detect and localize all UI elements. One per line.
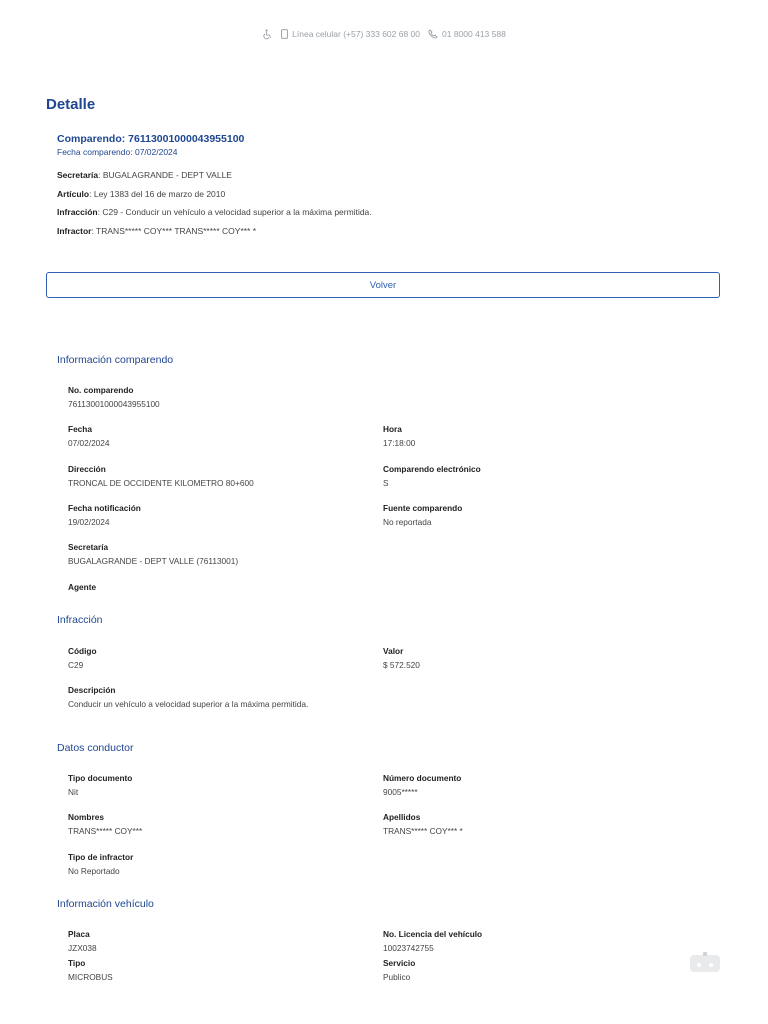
field-servicio [383, 956, 415, 984]
phone-icon [428, 29, 438, 39]
field-label: Tipo de infractor [68, 852, 134, 862]
summary-articulo [57, 189, 225, 199]
field-label: No. Licencia del vehículo [383, 929, 483, 939]
field-agente [68, 580, 96, 594]
summary-articulo-value: : Ley 1383 del 16 de marzo de 2010 [89, 189, 226, 199]
field-label: No. comparendo [68, 385, 134, 395]
field-value: $ 572.520 [383, 660, 420, 670]
field-label: Tipo [68, 958, 86, 968]
field-placa [68, 927, 97, 955]
field-fecha-notificacion [68, 501, 141, 529]
field-label: Nombres [68, 812, 104, 822]
chatbot-eye-left [697, 963, 701, 967]
field-no-comparendo [68, 383, 160, 411]
field-value: TRANS***** COY*** [68, 826, 143, 836]
field-label: Tipo documento [68, 773, 133, 783]
field-value: TRANS***** COY*** * [383, 826, 463, 836]
comparendo-summary [57, 133, 717, 236]
comparendo-heading: Comparendo: 76113001000043955100 [57, 133, 245, 145]
summary-infraccion-value: : C29 - Conducir un vehículo a velocidad superior a la máxima permitida. [97, 207, 372, 217]
field-value: No reportada [383, 517, 432, 527]
field-value: JZX038 [68, 943, 97, 953]
field-value: BUGALAGRANDE - DEPT VALLE (76113001) [68, 556, 239, 566]
field-label: Fecha notificación [68, 503, 141, 513]
field-fuente-comparendo [383, 501, 462, 529]
field-value: Conducir un vehículo a velocidad superior a la máxima permitida. [68, 699, 309, 709]
mobile-line[interactable] [281, 29, 420, 39]
chatbot-eye-right [709, 963, 713, 967]
section-title-info-vehiculo: Información vehículo [57, 898, 154, 910]
field-value: 76113001000043955100 [68, 399, 160, 409]
field-hora [383, 422, 415, 450]
field-label: Agente [68, 582, 97, 592]
field-nombres [68, 810, 142, 838]
field-secretaria [68, 540, 238, 568]
field-label: Placa [68, 929, 90, 939]
field-codigo [68, 644, 97, 672]
field-value: Nit [68, 787, 79, 797]
field-label: Código [68, 646, 97, 656]
summary-infraccion-label: Infracción [57, 207, 98, 217]
field-label: Descripción [68, 685, 116, 695]
field-tipo-vehiculo [68, 956, 113, 984]
section-title-datos-conductor: Datos conductor [57, 742, 134, 754]
summary-articulo-label: Artículo [57, 189, 90, 199]
summary-secretaria-label: Secretaría [57, 170, 99, 180]
summary-infractor-value: : TRANS***** COY*** TRANS***** COY*** * [91, 226, 257, 236]
field-value: 10023742755 [383, 943, 434, 953]
phone-line[interactable] [428, 29, 506, 39]
summary-secretaria-value: : BUGALAGRANDE - DEPT VALLE [98, 170, 232, 180]
summary-infraccion [57, 207, 372, 217]
field-label: Número documento [383, 773, 462, 783]
field-label: Hora [383, 424, 402, 434]
field-value: MICROBUS [68, 972, 113, 982]
field-label: Dirección [68, 464, 106, 474]
field-label: Comparendo electrónico [383, 464, 481, 474]
field-apellidos [383, 810, 463, 838]
field-value: 9005***** [383, 787, 418, 797]
phone-line-text: 01 8000 413 588 [442, 29, 506, 39]
field-tipo-infractor [68, 850, 133, 878]
field-label: Fecha [68, 424, 92, 434]
section-title-infraccion: Infracción [57, 614, 103, 626]
chatbot-antenna [703, 952, 707, 956]
field-label: Valor [383, 646, 404, 656]
field-label: Servicio [383, 958, 416, 968]
field-tipo-documento [68, 771, 132, 799]
field-valor [383, 644, 420, 672]
field-descripcion [68, 683, 308, 711]
field-label: Apellidos [383, 812, 421, 822]
summary-infractor [57, 226, 256, 236]
field-value: 19/02/2024 [68, 517, 110, 527]
field-label: Fuente comparendo [383, 503, 463, 513]
field-value: 17:18:00 [383, 438, 416, 448]
field-value: TRONCAL DE OCCIDENTE KILOMETRO 80+600 [68, 478, 254, 488]
field-value: Publico [383, 972, 411, 982]
volver-button[interactable]: Volver [46, 272, 720, 298]
wheelchair-icon [262, 29, 273, 40]
page-title: Detalle [46, 96, 96, 113]
chatbot-icon[interactable] [690, 955, 720, 972]
field-direccion [68, 462, 254, 490]
mobile-phone-icon [281, 29, 288, 39]
comparendo-date: Fecha comparendo: 07/02/2024 [57, 147, 178, 157]
accessibility-link[interactable] [262, 29, 273, 40]
field-licencia-vehiculo [383, 927, 482, 955]
field-fecha [68, 422, 110, 450]
contact-bar [0, 27, 768, 41]
field-label: Secretaría [68, 542, 109, 552]
field-numero-documento [383, 771, 461, 799]
section-title-info-comparendo: Información comparendo [57, 354, 174, 366]
summary-secretaria [57, 170, 232, 180]
mobile-line-text: Línea celular (+57) 333 602 68 00 [292, 29, 421, 39]
field-value: C29 [68, 660, 84, 670]
field-value: 07/02/2024 [68, 438, 110, 448]
field-comparendo-electronico [383, 462, 481, 490]
field-value: No Reportado [68, 866, 120, 876]
summary-infractor-label: Infractor [57, 226, 92, 236]
field-value: S [383, 478, 389, 488]
